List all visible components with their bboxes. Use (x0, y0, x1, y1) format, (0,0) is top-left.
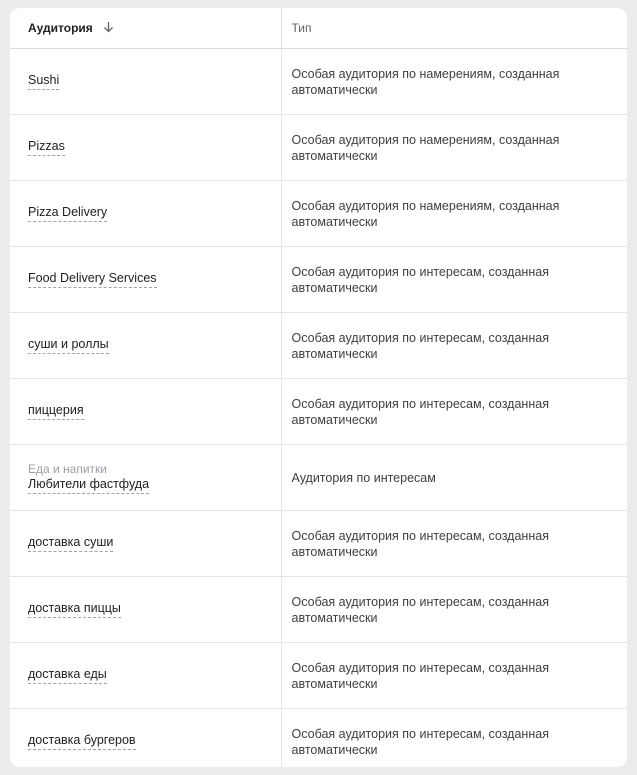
table-row (10, 49, 627, 115)
audience-name-link[interactable]: доставка суши (28, 535, 113, 552)
table-row (10, 115, 627, 181)
audience-name-link[interactable]: суши и роллы (28, 337, 109, 354)
audience-type-cell: Особая аудитория по интересам, созданная автоматически (281, 247, 627, 313)
audience-category: Еда и напитки (28, 461, 108, 476)
audience-type-cell: Особая аудитория по намерениям, созданная автоматически (281, 181, 627, 247)
table-row (10, 709, 627, 768)
column-header-audience-label: Аудитория (28, 20, 93, 35)
audience-type-cell: Особая аудитория по интересам, созданная автоматически (281, 709, 627, 768)
audience-name-link[interactable]: пиццерия (28, 403, 84, 420)
audience-name-link[interactable]: Food Delivery Services (28, 271, 157, 288)
table-row (10, 445, 627, 511)
table-row (10, 247, 627, 313)
audience-type-cell: Особая аудитория по намерениям, созданная автоматически (281, 49, 627, 115)
audience-cell (10, 643, 281, 709)
audience-table (10, 8, 627, 767)
audience-type-cell: Особая аудитория по интересам, созданная автоматически (281, 313, 627, 379)
audience-name-link[interactable]: Sushi (28, 73, 59, 90)
table-row (10, 643, 627, 709)
audience-cell (10, 247, 281, 313)
audience-name-link[interactable]: доставка еды (28, 667, 107, 684)
column-header-type[interactable] (281, 8, 627, 49)
audience-cell (10, 181, 281, 247)
audience-cell (10, 577, 281, 643)
table-row (10, 181, 627, 247)
audience-name-link[interactable]: Pizza Delivery (28, 205, 107, 222)
table-row (10, 511, 627, 577)
column-header-type-label: Тип (291, 21, 312, 35)
table-row (10, 379, 627, 445)
audience-name-link[interactable]: доставка бургеров (28, 733, 136, 750)
table-row (10, 577, 627, 643)
audience-cell (10, 511, 281, 577)
audience-table-card (10, 8, 627, 767)
audience-cell (10, 379, 281, 445)
audience-name-link[interactable]: Pizzas (28, 139, 65, 156)
audience-cell (10, 115, 281, 181)
column-header-audience[interactable] (10, 8, 281, 49)
audience-cell (10, 49, 281, 115)
arrow-down-icon[interactable] (103, 21, 114, 36)
audience-name-link[interactable]: Любители фастфуда (28, 477, 149, 494)
table-row (10, 313, 627, 379)
audience-type-cell: Особая аудитория по намерениям, созданная автоматически (281, 115, 627, 181)
audience-cell (10, 313, 281, 379)
audience-name-link[interactable]: доставка пиццы (28, 601, 121, 618)
audience-cell (10, 709, 281, 768)
audience-cell (10, 445, 281, 511)
table-header-row (10, 8, 627, 49)
audience-type-cell: Особая аудитория по интересам, созданная автоматически (281, 511, 627, 577)
audience-type-cell: Особая аудитория по интересам, созданная автоматически (281, 643, 627, 709)
audience-type-cell: Особая аудитория по интересам, созданная автоматически (281, 379, 627, 445)
audience-type-cell: Аудитория по интересам (281, 445, 627, 511)
audience-type-cell: Особая аудитория по интересам, созданная автоматически (281, 577, 627, 643)
